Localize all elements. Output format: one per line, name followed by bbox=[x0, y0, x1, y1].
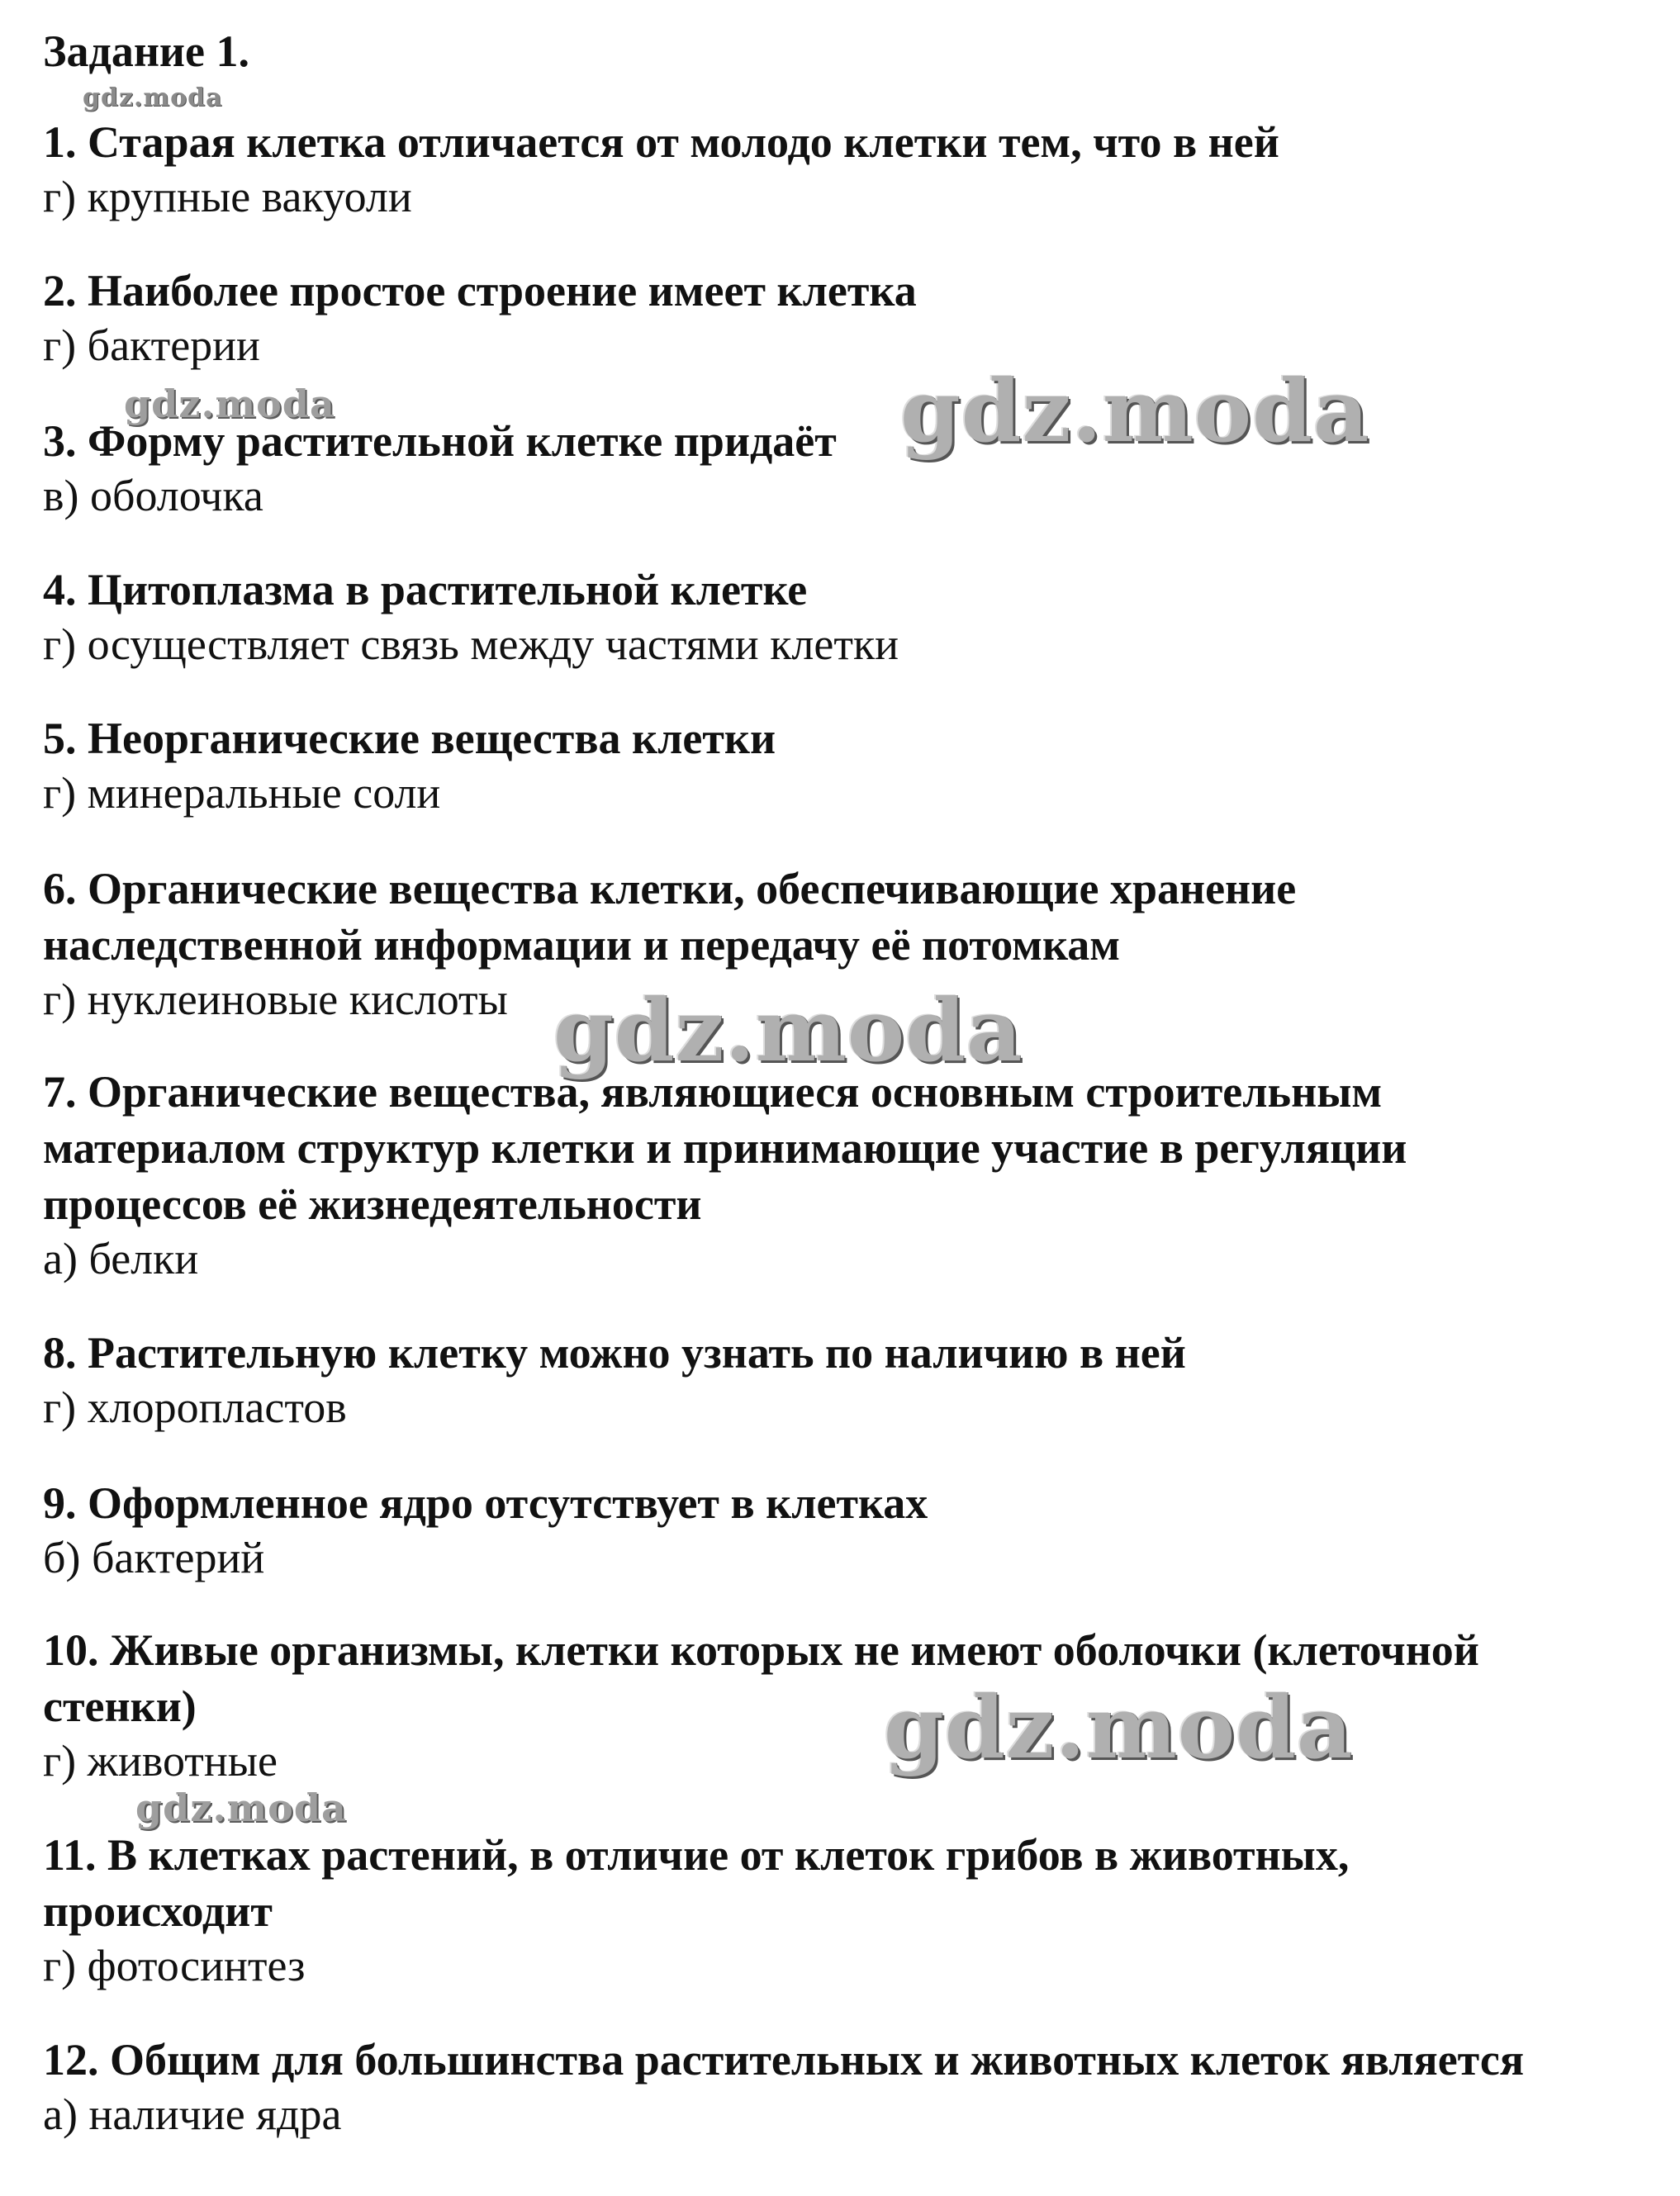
answer-6: г) нуклеиновые кислоты bbox=[43, 975, 508, 1024]
answer-10: г) животные bbox=[43, 1736, 278, 1786]
answer-7: а) белки bbox=[43, 1234, 199, 1283]
watermark-big-upper: gdz.moda bbox=[900, 360, 1370, 462]
watermark-big-lower: gdz.moda bbox=[884, 1677, 1354, 1778]
answer-5: г) минеральные соли bbox=[43, 768, 441, 818]
question-12: 12. Общим для большинства растительных и животных клеток является bbox=[43, 2035, 1525, 2085]
question-4: 4. Цитоплазма в растительной клетке bbox=[43, 565, 808, 614]
question-7-line-2: материалом структур клетки и принимающие участие в регуляции bbox=[43, 1123, 1407, 1173]
question-10-line-1: 10. Живые организмы, клетки которых не имеют оболочки (клеточной bbox=[43, 1625, 1479, 1675]
question-10-line-2: стенки) bbox=[43, 1681, 197, 1731]
question-8: 8. Растительную клетку можно узнать по наличию в ней bbox=[43, 1328, 1186, 1378]
watermark-mid-left-lower: gdz.moda bbox=[135, 1786, 347, 1830]
question-7-line-1: 7. Органические вещества, являющиеся основным строительным bbox=[43, 1067, 1383, 1117]
question-3: 3. Форму растительной клетке придаёт bbox=[43, 416, 837, 466]
answer-8: г) хлоропластов bbox=[43, 1383, 347, 1432]
page-title: Задание 1. bbox=[43, 26, 250, 76]
answer-11: г) фотосинтез bbox=[43, 1941, 306, 1990]
question-5: 5. Неорганические вещества клетки bbox=[43, 714, 776, 763]
answer-2: г) бактерии bbox=[43, 320, 260, 370]
watermark-small-top: gdz.moda bbox=[83, 83, 223, 112]
watermark-mid-left-upper: gdz.moda bbox=[124, 382, 335, 426]
question-2: 2. Наиболее простое строение имеет клетка bbox=[43, 266, 917, 315]
watermark-big-middle: gdz.moda bbox=[553, 979, 1023, 1081]
answer-4: г) осуществляет связь между частями клетки bbox=[43, 619, 899, 669]
question-11-line-1: 11. В клетках растений, в отличие от клеток грибов в животных, bbox=[43, 1830, 1350, 1880]
question-9: 9. Оформленное ядро отсутствует в клетках bbox=[43, 1478, 928, 1528]
question-6-line-1: 6. Органические вещества клетки, обеспечивающие хранение bbox=[43, 864, 1297, 913]
question-11-line-2: происходит bbox=[43, 1886, 273, 1936]
question-6-line-2: наследственной информации и передачу её потомкам bbox=[43, 920, 1121, 970]
question-1: 1. Старая клетка отличается от молодо клетки тем, что в ней bbox=[43, 117, 1279, 167]
answer-1: г) крупные вакуоли bbox=[43, 172, 412, 221]
answer-9: б) бактерий bbox=[43, 1533, 265, 1582]
question-7-line-3: процессов её жизнедеятельности bbox=[43, 1179, 702, 1229]
answer-12: а) наличие ядра bbox=[43, 2089, 342, 2139]
answer-3: в) оболочка bbox=[43, 471, 263, 520]
